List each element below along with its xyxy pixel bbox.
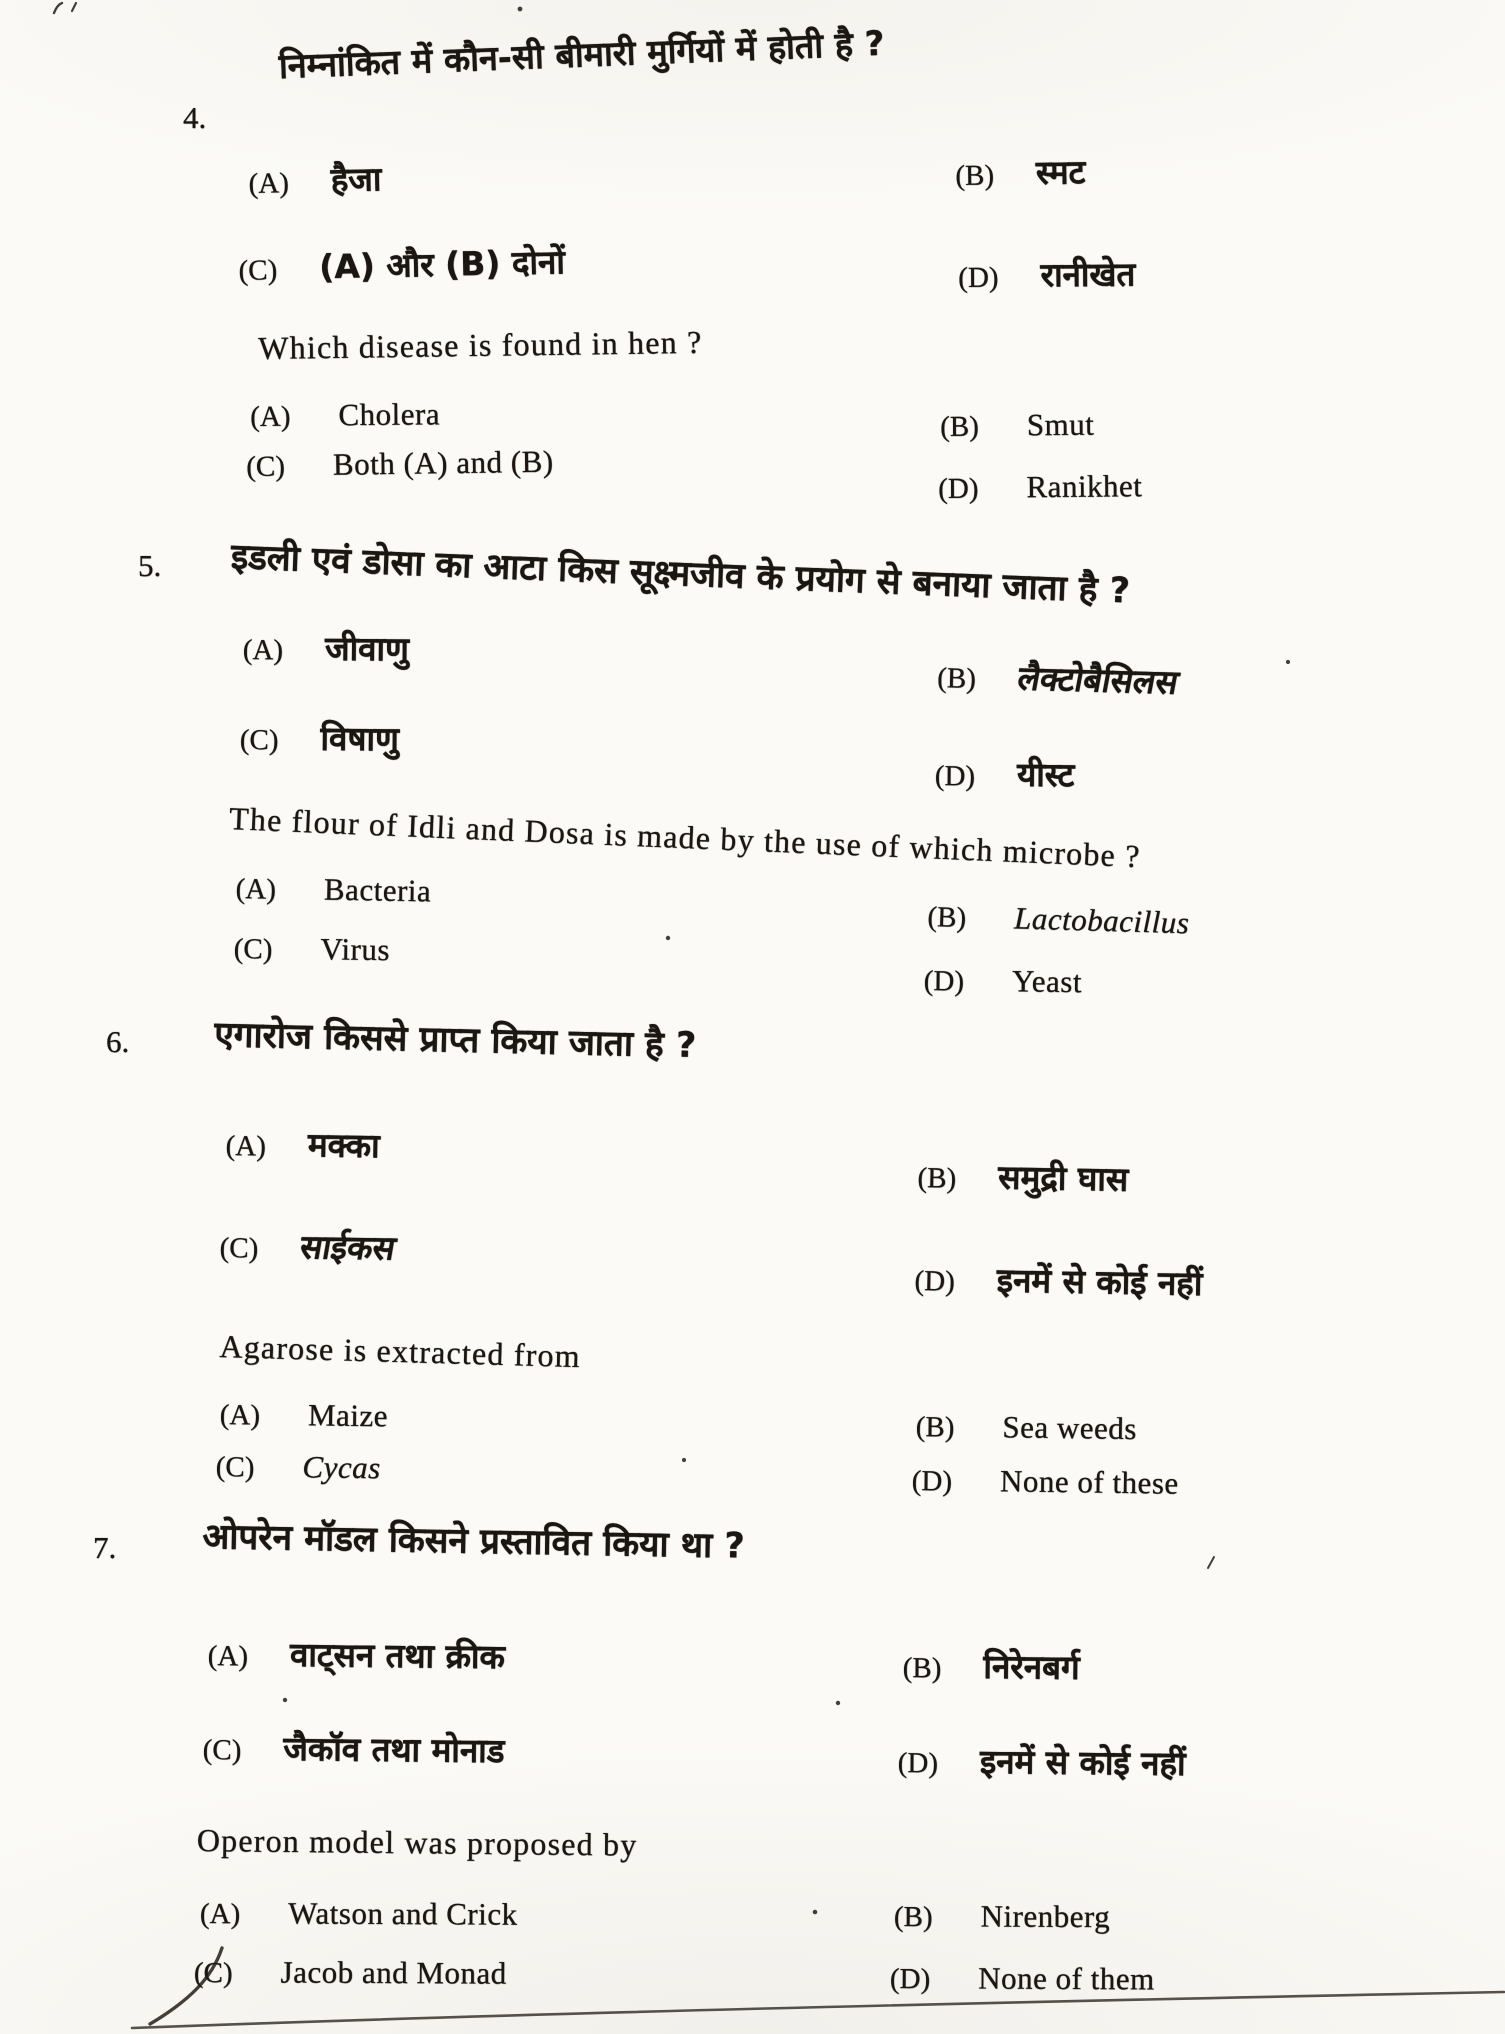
option-label: (D) xyxy=(889,1963,931,1996)
option-label: (D) xyxy=(938,472,979,505)
option-text: रानीखेत xyxy=(1040,254,1136,295)
option-label: (B) xyxy=(940,410,979,443)
option-label: (C) xyxy=(219,1231,259,1265)
option-label: (A) xyxy=(235,872,277,906)
q5-option-b-english xyxy=(927,898,1190,941)
option-text: Cholera xyxy=(338,396,441,433)
option-text: विषाणु xyxy=(320,718,400,759)
stray-dot xyxy=(666,936,670,940)
q5-option-c-hindi xyxy=(240,714,399,760)
option-label: (C) xyxy=(233,932,273,966)
option-label: (D) xyxy=(934,759,976,793)
option-text: None of them xyxy=(978,1960,1155,1997)
option-label: (B) xyxy=(955,159,995,192)
option-label: (C) xyxy=(193,1957,233,1990)
option-label: (B) xyxy=(936,661,977,696)
option-label: (B) xyxy=(893,1901,933,1934)
question-5-text-english: The flour of Idli and Dosa is made by the use of which microbe ? xyxy=(228,800,1142,875)
stray-dot xyxy=(1286,660,1290,664)
option-text: Cycas xyxy=(302,1449,381,1486)
q5-option-a-hindi xyxy=(243,624,409,670)
option-label: (A) xyxy=(242,633,284,667)
q5-option-a-english xyxy=(235,870,431,909)
q4-option-c-english xyxy=(246,444,554,484)
stray-dot xyxy=(682,1458,686,1462)
option-label: (C) xyxy=(246,450,286,483)
q5-option-b-hindi xyxy=(936,652,1182,704)
top-edge-tick xyxy=(72,3,76,11)
option-label: (C) xyxy=(238,254,278,287)
q6-option-b-english xyxy=(915,1408,1137,1447)
option-text: इनमें से कोई नहीं xyxy=(979,1741,1186,1784)
q6-option-c-english xyxy=(215,1448,380,1486)
question-6-text-hindi: एगारोज किससे प्राप्त किया जाता है ? xyxy=(213,1014,697,1066)
option-text: Bacteria xyxy=(323,871,432,909)
q6-option-a-hindi xyxy=(225,1120,380,1167)
option-label: (D) xyxy=(911,1464,953,1498)
option-text: Virus xyxy=(320,931,391,968)
q7-option-a-english xyxy=(200,1895,518,1933)
option-text: Maize xyxy=(307,1397,389,1434)
q7-option-c-english xyxy=(194,1954,507,1992)
top-edge-dot xyxy=(518,7,523,12)
question-4-text-hindi: निम्नांकित में कौन-सी बीमारी मुर्गियों में होती है ? xyxy=(278,23,886,87)
stray-tick xyxy=(1208,1557,1214,1568)
q7-option-d-hindi xyxy=(898,1737,1186,1785)
question-5-number: 5. xyxy=(138,548,162,583)
option-label: (A) xyxy=(248,167,290,200)
q4-option-a-hindi xyxy=(248,155,382,203)
option-label: (A) xyxy=(207,1639,249,1673)
option-text: जीवाणु xyxy=(324,628,410,669)
stray-dot xyxy=(283,1698,287,1702)
option-label: (D) xyxy=(958,261,999,294)
q6-option-d-english xyxy=(911,1462,1178,1502)
q5-option-d-english xyxy=(923,962,1082,1000)
question-4-number: 4. xyxy=(183,100,207,135)
q4-option-d-hindi xyxy=(958,250,1135,297)
option-label: (B) xyxy=(927,900,967,935)
q7-option-b-hindi xyxy=(903,1642,1080,1689)
option-label: (D) xyxy=(897,1746,939,1780)
option-text: यीस्ट xyxy=(1016,754,1075,795)
question-4-text-english: Which disease is found in hen ? xyxy=(258,323,703,366)
question-6-text-english: Agarose is extracted from xyxy=(218,1328,582,1375)
option-text: स्मट xyxy=(1035,152,1086,192)
q6-option-a-english xyxy=(219,1396,388,1434)
option-text: Sea weeds xyxy=(1002,1409,1138,1447)
bottom-scan-line xyxy=(132,1992,1504,2028)
question-6-number: 6. xyxy=(106,1024,130,1059)
q4-option-c-hindi xyxy=(238,238,565,290)
option-text: Yeast xyxy=(1011,963,1083,1000)
q7-option-a-hindi xyxy=(208,1630,506,1678)
option-label: (C) xyxy=(215,1450,255,1484)
q4-option-b-english xyxy=(940,407,1094,444)
q4-option-b-hindi xyxy=(955,148,1085,195)
option-label: (B) xyxy=(915,1410,955,1444)
option-text: Both (A) and (B) xyxy=(332,443,554,482)
option-text: लैक्टोबैसिलस xyxy=(1014,658,1182,702)
option-text: Watson and Crick xyxy=(288,1895,518,1932)
option-label: (D) xyxy=(914,1264,956,1298)
option-text: वाट्सन तथा क्रीक xyxy=(289,1634,506,1677)
question-7-text-hindi: ओपरेन मॉडल किसने प्रस्तावित किया था ? xyxy=(202,1516,745,1567)
q5-option-d-hindi xyxy=(935,750,1075,796)
question-7-text-english: Operon model was proposed by xyxy=(196,1822,638,1863)
q6-option-c-hindi xyxy=(219,1222,399,1269)
option-text: Jacob and Monad xyxy=(280,1954,507,1991)
option-text: मक्का xyxy=(307,1125,380,1166)
option-label: (C) xyxy=(202,1733,242,1767)
top-edge-tick xyxy=(54,3,62,13)
option-text: Lactobacillus xyxy=(1013,900,1190,941)
question-7-number: 7. xyxy=(93,1530,117,1565)
q6-option-b-hindi xyxy=(917,1152,1128,1201)
option-label: (D) xyxy=(923,964,965,998)
option-text: Ranikhet xyxy=(1026,468,1143,505)
option-label: (A) xyxy=(219,1398,261,1432)
q5-option-c-english xyxy=(233,930,390,968)
option-label: (C) xyxy=(239,723,279,757)
q4-option-a-english xyxy=(250,396,440,434)
option-text: None of these xyxy=(999,1463,1179,1501)
option-text: जैकॉव तथा मोनाड xyxy=(283,1728,505,1771)
option-text: निरेनबर्ग xyxy=(983,1646,1080,1687)
question-5-text-hindi: इडली एवं डोसा का आटा किस सूक्ष्मजीव के प्रयोग से बनाया जाता है ? xyxy=(230,536,1131,612)
q7-option-d-english xyxy=(890,1960,1155,1997)
option-text: Nirenberg xyxy=(980,1898,1111,1935)
option-text: (A) और (B) दोनों xyxy=(318,242,566,287)
option-text: इनमें से कोई नहीं xyxy=(996,1260,1203,1304)
q7-option-b-english xyxy=(894,1898,1110,1935)
option-label: (A) xyxy=(250,400,291,433)
stray-dot xyxy=(836,1701,840,1705)
option-text: साईकस xyxy=(296,1227,399,1268)
option-text: हैजा xyxy=(330,159,382,200)
option-text: Smut xyxy=(1026,406,1095,443)
option-label: (B) xyxy=(917,1161,957,1195)
option-label: (B) xyxy=(902,1651,942,1685)
stray-dot xyxy=(813,1910,818,1915)
option-label: (A) xyxy=(225,1129,267,1163)
q6-option-d-hindi xyxy=(914,1255,1203,1305)
option-label: (A) xyxy=(199,1898,241,1931)
option-text: समुद्री घास xyxy=(997,1157,1129,1199)
q4-option-d-english xyxy=(938,468,1142,506)
q7-option-c-hindi xyxy=(203,1724,505,1772)
